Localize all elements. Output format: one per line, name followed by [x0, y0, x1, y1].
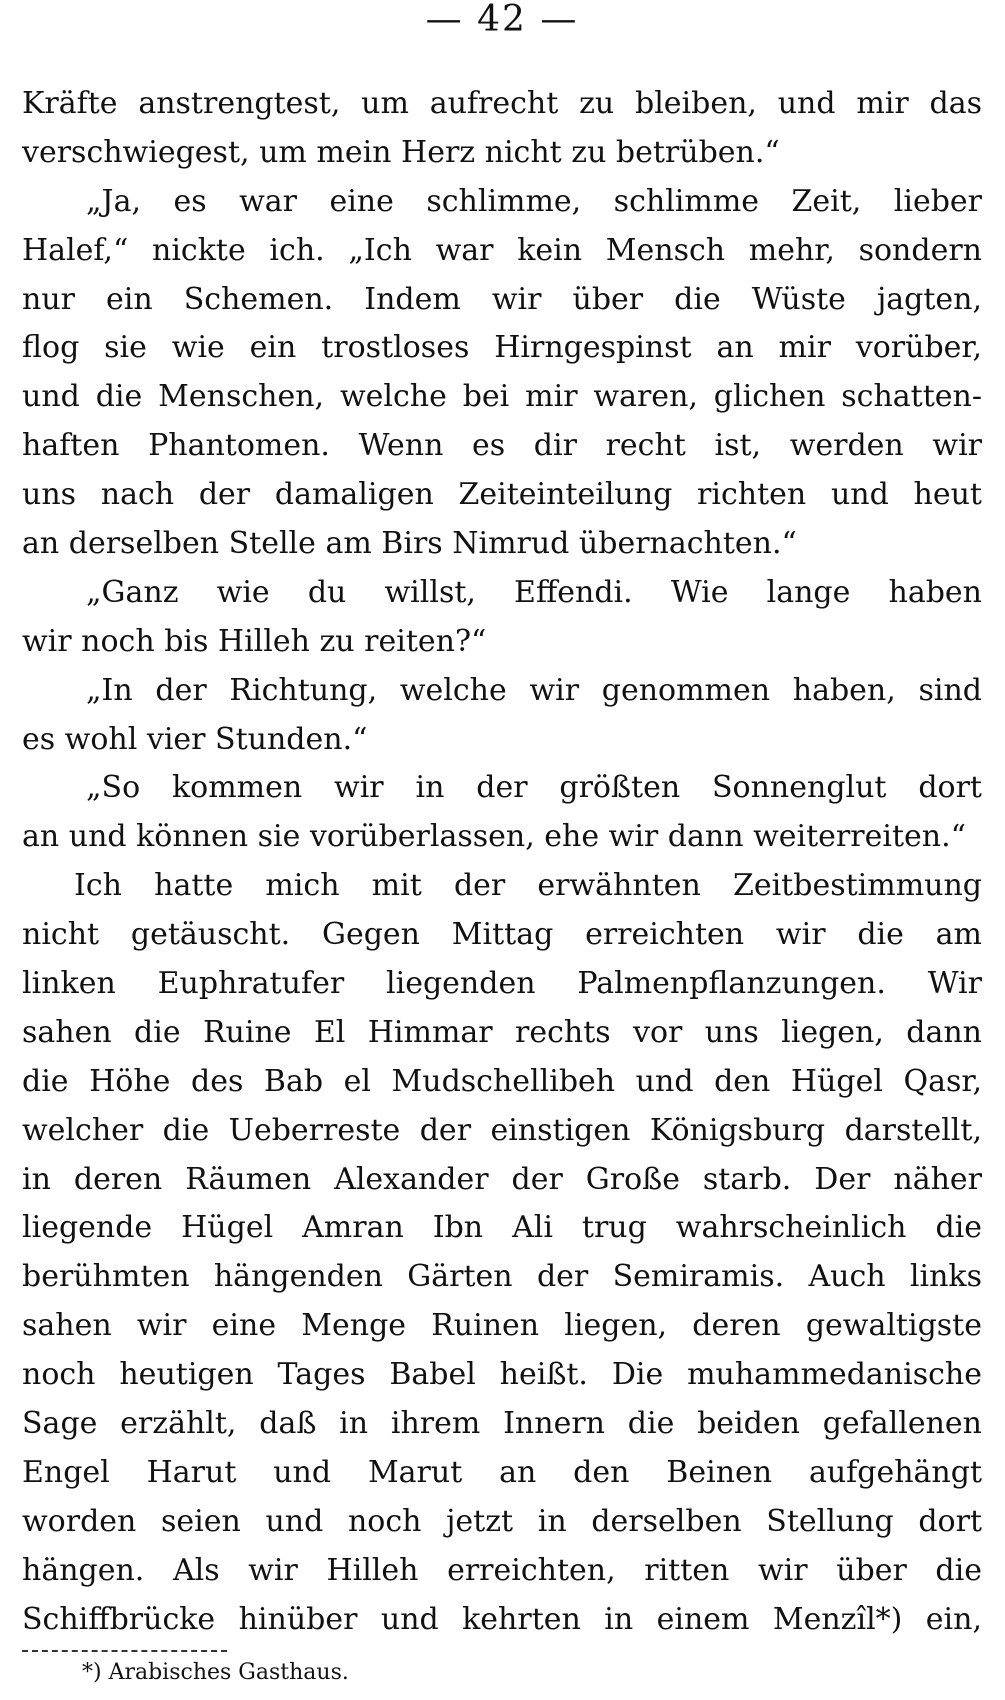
text-line: welcher die Ueberreste der einstigen Königsburg darstellt,	[22, 1112, 982, 1148]
text-line: Kräfte anstrengtest, um aufrecht zu bleiben, und mir das	[22, 86, 982, 121]
text-line: an und können sie vorüberlassen, ehe wir dann weiterreiten.“	[22, 819, 966, 855]
text-line: linken Euphratufer liegenden Palmenpflanzungen. Wir	[22, 966, 982, 1002]
text-line: Engel Harut und Marut an den Beinen aufgehängt	[22, 1454, 982, 1490]
text-line: „So kommen wir in der größten Sonnenglut dort	[86, 770, 982, 806]
text-line: „Ganz wie du willst, Effendi. Wie lange haben	[86, 574, 982, 610]
text-line: Halef,“ nickte ich. „Ich war kein Mensch mehr, sondern	[22, 232, 982, 268]
text-line: berühmten hängenden Gärten der Semiramis. Auch links	[22, 1259, 982, 1295]
body-text	[22, 80, 982, 1645]
footnote: *) Arabisches Gasthaus.	[82, 1660, 349, 1685]
text-line: nicht getäuscht. Gegen Mittag erreichten wir die am	[22, 917, 982, 953]
text-line: uns nach der damaligen Zeiteinteilung richten und heut	[22, 477, 982, 513]
book-page	[22, 0, 982, 1700]
text-line: flog sie wie ein trostloses Hirngespinst an mir vorüber,	[22, 330, 982, 366]
text-line: sahen die Ruine El Himmar rechts vor uns liegen, dann	[22, 1014, 982, 1050]
text-line: es wohl vier Stunden.“	[22, 721, 368, 757]
text-line: hängen. Als wir Hilleh erreichten, ritten wir über die	[22, 1552, 982, 1588]
text-line: Schiffbrücke hinüber und kehrten in einem Menzîl*) ein,	[22, 1601, 982, 1637]
text-line: wir noch bis Hilleh zu reiten?“	[22, 623, 487, 659]
page-number: — 42 —	[425, 0, 579, 40]
text-line: nur ein Schemen. Indem wir über die Wüste jagten,	[22, 281, 982, 317]
text-line: Ich hatte mich mit der erwähnten Zeitbestimmung	[74, 868, 982, 904]
text-line: und die Menschen, welche bei mir waren, glichen schatten-	[22, 379, 982, 415]
text-line: worden seien und noch jetzt in derselben Stellung dort	[22, 1503, 982, 1539]
text-line: haften Phantomen. Wenn es dir recht ist, werden wir	[22, 428, 982, 464]
text-line: an derselben Stelle am Birs Nimrud übernachten.“	[22, 526, 797, 562]
text-line: in deren Räumen Alexander der Große starb. Der näher	[22, 1161, 982, 1197]
text-line: noch heutigen Tages Babel heißt. Die muhammedanische	[22, 1357, 982, 1393]
text-line: „In der Richtung, welche wir genommen haben, sind	[86, 672, 982, 708]
text-line: Sage erzählt, daß in ihrem Innern die beiden gefallenen	[22, 1406, 982, 1442]
text-line: „Ja, es war eine schlimme, schlimme Zeit, lieber	[86, 183, 982, 219]
text-line: sahen wir eine Menge Ruinen liegen, deren gewaltigste	[22, 1308, 982, 1344]
footnote-divider	[22, 1650, 227, 1652]
text-line: liegende Hügel Amran Ibn Ali trug wahrscheinlich die	[22, 1210, 982, 1246]
text-line: die Höhe des Bab el Mudschellibeh und den Hügel Qasr,	[22, 1063, 982, 1099]
text-line: verschwiegest, um mein Herz nicht zu betrüben.“	[22, 134, 780, 170]
